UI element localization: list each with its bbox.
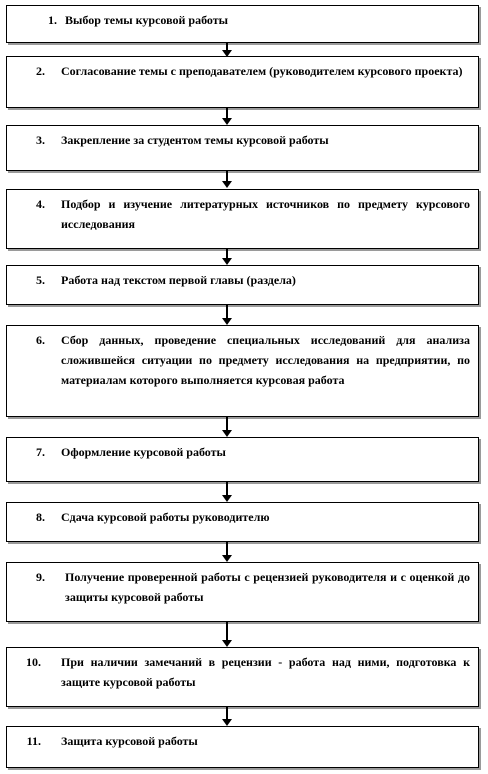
arrow-5-6 bbox=[226, 305, 228, 319]
step-text: При наличии замечаний в рецензии - работа над ними, подготовка к защите курсовой работы bbox=[61, 655, 470, 689]
step-1-box bbox=[6, 5, 479, 43]
step-number: 4. bbox=[36, 197, 45, 211]
arrow-2-3 bbox=[226, 108, 228, 119]
step-number: 2. bbox=[36, 64, 45, 78]
step-text: Сдача курсовой работы руководителю bbox=[61, 510, 270, 524]
step-number: 7. bbox=[36, 445, 45, 459]
step-text: Защита курсовой работы bbox=[61, 734, 198, 748]
arrow-4-5 bbox=[226, 249, 228, 259]
step-text: Подбор и изучение литературных источников по предмету курсового исследования bbox=[61, 197, 470, 231]
step-text: Работа над текстом первой главы (раздела) bbox=[61, 273, 296, 287]
arrow-1-2 bbox=[226, 43, 228, 51]
step-number: 6. bbox=[36, 333, 45, 347]
arrow-10-11 bbox=[226, 707, 228, 720]
step-10-box bbox=[6, 647, 479, 707]
step-number: 10. bbox=[26, 655, 41, 669]
step-5-box bbox=[6, 265, 479, 305]
step-text: Оформление курсовой работы bbox=[61, 445, 226, 459]
arrow-3-4 bbox=[226, 171, 228, 182]
step-9-box bbox=[6, 562, 479, 622]
step-2-box bbox=[6, 56, 479, 108]
arrow-8-9 bbox=[226, 542, 228, 556]
step-7-box bbox=[6, 437, 479, 482]
step-text: Выбор темы курсовой работы bbox=[65, 13, 229, 27]
step-text: Сбор данных, проведение специальных исследований для анализа сложившейся ситуации по предмету исследования на предприятии, по материалам которого выполняется курсовая работа bbox=[61, 333, 470, 387]
step-8-box bbox=[6, 502, 479, 542]
step-text: Получение проверенной работы с рецензией руководителя и с оценкой до защиты курсовой работы bbox=[65, 570, 470, 604]
step-number: 9. bbox=[36, 570, 45, 584]
step-number: 8. bbox=[36, 510, 45, 524]
step-3-box bbox=[6, 125, 479, 171]
step-11-box bbox=[6, 726, 479, 768]
step-text: Согласование темы с преподавателем (руководителем курсового проекта) bbox=[61, 64, 463, 78]
step-4-box bbox=[6, 189, 479, 249]
step-number: 1. bbox=[48, 13, 57, 27]
step-number: 11. bbox=[26, 734, 41, 748]
step-text: Закрепление за студентом темы курсовой работы bbox=[61, 133, 329, 147]
arrow-9-10 bbox=[226, 622, 228, 641]
step-6-box bbox=[6, 325, 479, 417]
arrow-7-8 bbox=[226, 482, 228, 496]
step-number: 5. bbox=[36, 273, 45, 287]
arrow-6-7 bbox=[226, 417, 228, 431]
step-number: 3. bbox=[36, 133, 45, 147]
